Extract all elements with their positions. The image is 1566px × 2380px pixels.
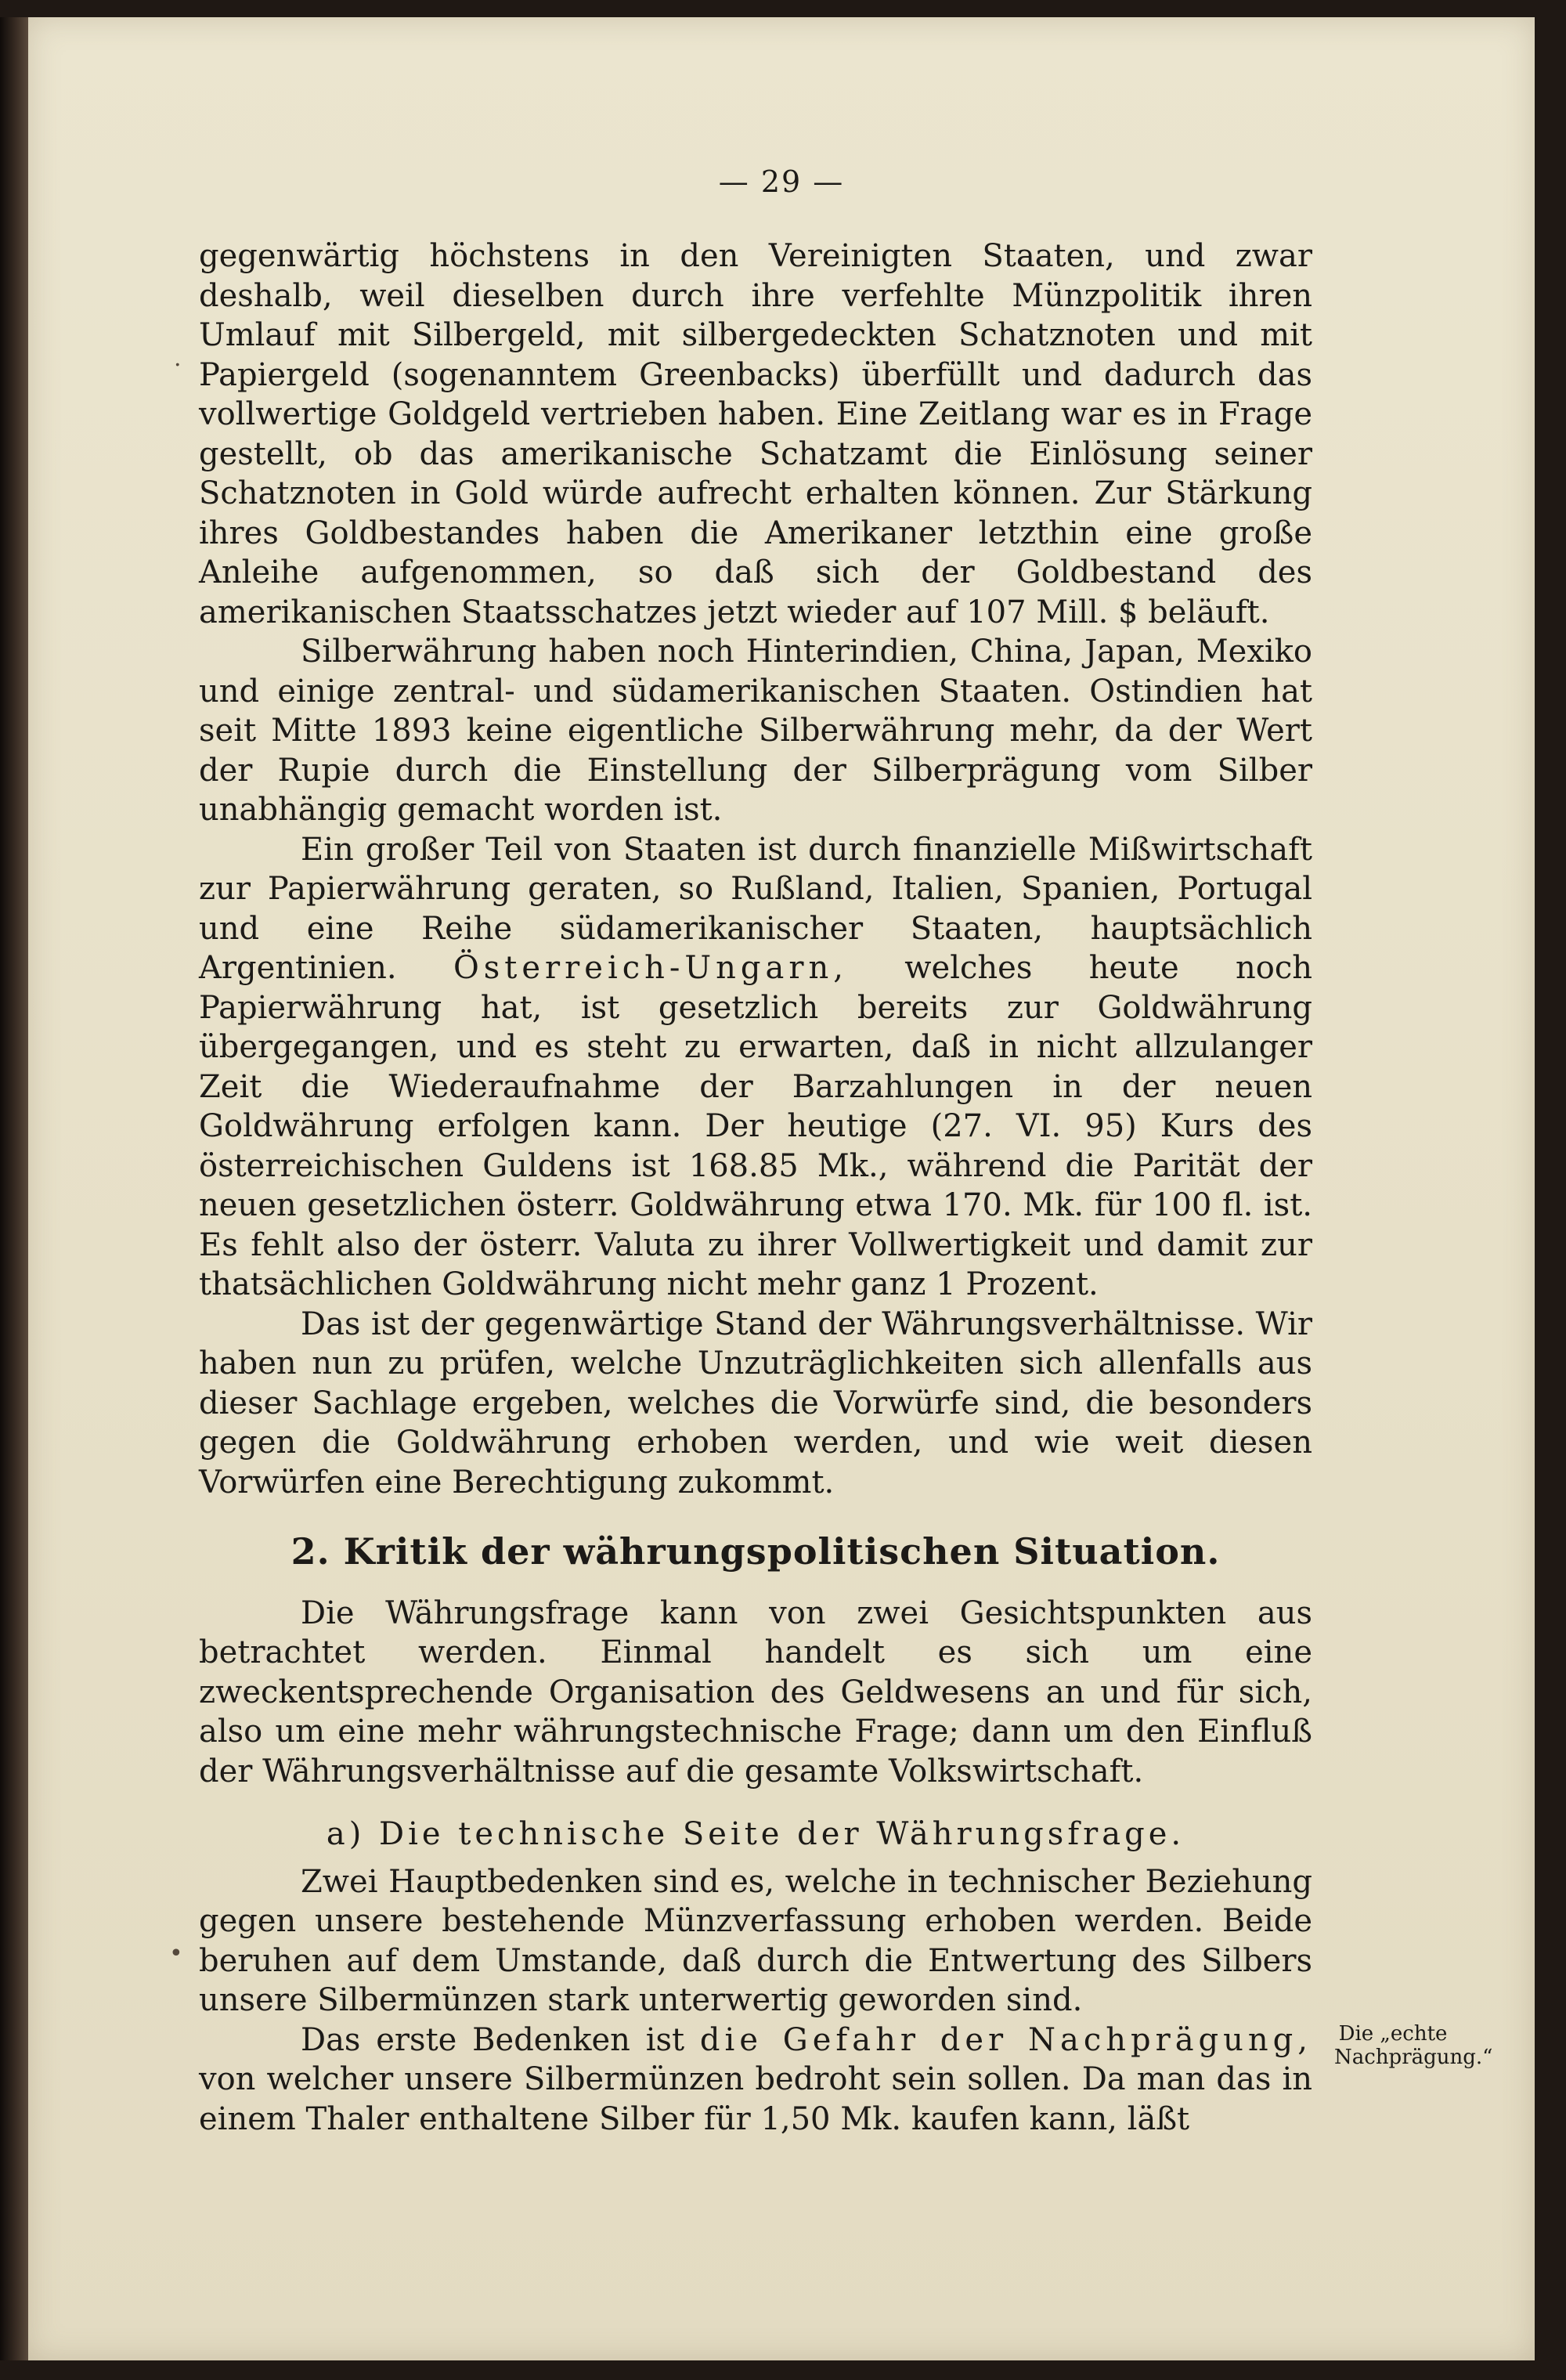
- paragraph-7-rest: von welcher unsere Silbermünzen bedroht sein sollen. Da man das in einem Thaler enthaltene Silber für 1,50 Mk. kaufen kann, läßt: [199, 2061, 1312, 2137]
- subsection-heading: a) Die technische Seite der Währungsfrage.: [326, 1816, 1185, 1852]
- margin-note: Die „echte Nachprägung.“: [1334, 2022, 1493, 2069]
- spaced-term-austria-hungary: Österreich-Ungarn,: [453, 950, 848, 986]
- speck-mark: .: [174, 345, 182, 372]
- paragraph-5: Die Währungsfrage kann von zwei Gesichtspunkten aus betrachtet werden. Einmal handelt es sich um eine zweckentsprechende Organisation des Geldwesens an und für sich, also um eine mehr währungstechnische Frage; dann um den Einfluß der Währungsverhältnisse auf die gesamte Volkswirtschaft.: [199, 1594, 1312, 1790]
- page-body: [199, 237, 1312, 2139]
- paragraph-1: gegenwärtig höchstens in den Vereinigten Staaten, und zwar deshalb, weil dieselben durch ihre verfehlte Münzpolitik ihren Umlauf mit Silbergeld, mit silbergedeckten Schatznoten und mit Papiergeld (sogenanntem Greenbacks) überfüllt und dadurch das vollwertige Goldgeld vertrieben haben. Eine Zeitlang war es in Frage gestellt, ob das amerikanische Schatzamt die Einlösung seiner Schatznoten in Gold würde aufrecht erhalten können. Zur Stärkung ihres Goldbestandes haben die Amerikaner letzthin eine große Anleihe aufgenommen, so daß sich der Goldbestand des amerikanischen Staatsschatzes jetzt wieder auf 107 Mill. $ beläuft.: [199, 238, 1312, 630]
- spaced-term-nachpraegung: die Gefahr der Nachprägung,: [699, 2021, 1313, 2058]
- paragraph-6: Zwei Hauptbedenken sind es, welche in technischer Beziehung gegen unsere bestehende Münzverfassung erhoben werden. Beide beruhen auf dem Umstande, daß durch die Entwertung des Silbers unsere Silbermünzen stark unterwertig geworden sind.: [199, 1863, 1312, 2018]
- paragraph-7-text: Das erste Bedenken ist: [301, 2021, 685, 2058]
- paragraph-3: [199, 830, 1312, 1305]
- speck-mark: •: [169, 1940, 183, 1967]
- section-heading: 2. Kritik der währungspolitischen Situation.: [290, 1530, 1221, 1573]
- paragraph-7: [199, 2021, 1312, 2140]
- paragraph-3-text: Ein großer Teil von Staaten ist durch finanzielle Mißwirtschaft zur Papierwährung geraten, so Rußland, Italien, Spanien, Portugal und eine Reihe südamerikanischer Staaten, hauptsächlich Argentinien.: [199, 831, 1312, 986]
- book-page: [28, 17, 1535, 2360]
- paragraph-2: Silberwährung haben noch Hinterindien, China, Japan, Mexiko und einige zentral- und südamerikanischen Staaten. Ostindien hat seit Mitte 1893 keine eigentliche Silberwährung mehr, da der Wert der Rupie durch die Einstellung der Silberprägung vom Silber unabhängig gemacht worden ist.: [199, 634, 1312, 828]
- paragraph-4: Das ist der gegenwärtige Stand der Währungsverhältnisse. Wir haben nun zu prüfen, welche Unzuträglichkeiten sich allenfalls aus dieser Sachlage ergeben, welches die Vorwürfe sind, die besonders gegen die Goldwährung erhoben werden, und wie weit diesen Vorwürfen eine Berechtigung zukommt.: [199, 1306, 1312, 1501]
- page-number: — 29 —: [718, 164, 845, 199]
- paragraph-3-rest: welches heute noch Papierwährung hat, ist gesetzlich bereits zur Goldwährung übergegangen, und es steht zu erwarten, daß in nicht allzulanger Zeit die Wiederaufnahme der Barzahlungen in der neuen Goldwährung erfolgen kann. Der heutige (27. VI. 95) Kurs des österreichischen Guldens ist 168.85 Mk., während die Parität der neuen gesetzlichen österr. Goldwährung etwa 170. Mk. für 100 fl. ist. Es fehlt also der österr. Valuta zu ihrer Vollwertigkeit und damit zur thatsächlichen Goldwährung nicht mehr ganz 1 Prozent.: [199, 950, 1312, 1302]
